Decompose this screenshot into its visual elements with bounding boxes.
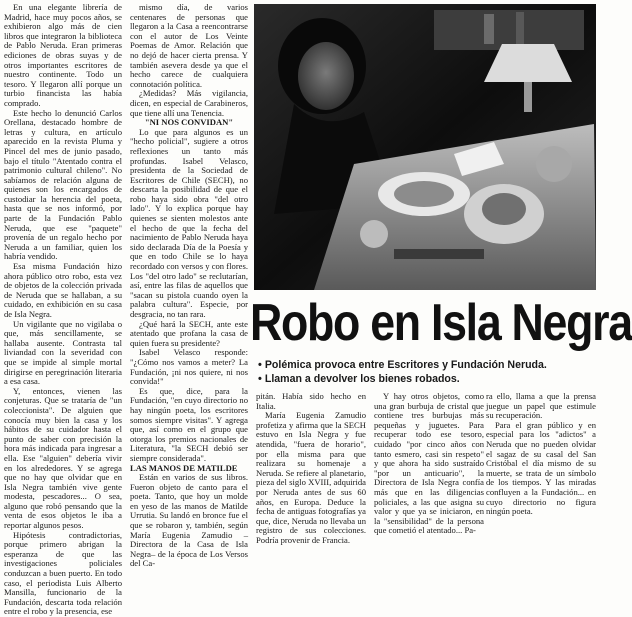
paragraph: Están en varios de sus libros. Fueron objeto de canto para el poeta. Tanto, que hoy un molde en yeso de las manos de Matilde Urrutia. Su landó en bronce fue el que se robaron y, también, según María Eugenia Zamudio –Directora de la Casa de Isla Negra– de la época de Los Versos del Ca- — [130, 472, 248, 569]
article-headline: Robo en Isla Negra — [250, 294, 632, 352]
paragraph: Hipótesis contradictorias, porque primero abrigan la esperanza de que las investigaciones policiales conduzcan a buen puerto. En todo caso, el periodista Luis Alberto Mansilla, funcionario de la Fundación, descarta toda relación entre el robo y la presencia, ese — [4, 529, 122, 617]
article-column-1 — [4, 2, 122, 617]
paragraph: Este hecho lo denunció Carlos Orellana, destacado hombre de letras y cultura, en artículo aparecido en la revista Pluma y Pincel del mes de junio pasado, bajo el título "Atentado contra el patrimonio cultural chileno". No sabíamos de relación alguna de quienes son los encargados de custodiar la herencia del poeta, hasta que se nos informó, por parte de la Fundación Pablo Neruda, que ese "paquete" provenía de un regalo hecho por Neruda a un familiar, quien los habría vendido. — [4, 107, 122, 262]
bullet-icon: • — [258, 359, 262, 371]
paragraph: Para el gran público y en especial para los "adictos" a Neruda que no pueden olvidar el sagaz de su casal del San Cristóbal el día mismo de su muerte, se trata de un símbolo de los tiempos. Y las miradas confluyen a la Fundación... en cuyo directorio no figura ningún poeta. — [486, 419, 596, 517]
article-column-3 — [256, 391, 366, 545]
paragraph: ¿Medidas? Más vigilancia, dicen, en especial de Carabineros, que tiene allí una Tenencia. — [130, 88, 248, 118]
paragraph: ra ello, llama a que la prensa juegue un papel que estimule su recuperación. — [486, 391, 596, 421]
paragraph: Lo que para algunos es un "hecho policial", sugiere a otros reflexiones un tanto más profundas. Isabel Velasco, presidenta de la Sociedad de Escritores de Chile (SECH), no descarta la posibilidad de que el robo haya sido obra "del otro lado". Y lo explica porque hay quienes se sienten molestos ante el hecho de que la fecha del nacimiento de Pablo Neruda haya sido declarada Día de la Poesía y que en todo Chile se lo haya recordado con versos y con flores. Los "del otro lado" se reclutarían, así, entre las filas de aquellos que "sacan su pistola cuando oyen la palabra cultura". Especie, por desgracia, no tan rara. — [130, 126, 248, 319]
paragraph: Esa misma Fundación hizo ahora público otro robo, esta vez de objetos de la colección privada de Neruda que se hallaban, a su cuidado, en exhibición en su casa de Isla Negra. — [4, 261, 122, 319]
paragraph: Es que, dice, para la Fundación, "en cuyo directorio no hay ningún poeta, los escritores somos siempre visitas". Y agrega que, así como en el grupo que otorga los premios nacionales de Literatura, "la SECH debió ser siempre considerada". — [130, 385, 248, 463]
section-subhead: "NI NOS CONVIDAN" — [144, 117, 234, 128]
deck-line: • Polémica provoca entre Escritores y Fundación Neruda. — [258, 359, 547, 371]
paragraph: Y, entonces, vienen las conjeturas. Que se trataría de "un coleccionista". De alguien que conocía muy bien la casa y los hábitos de su cuidador hasta el punto de saber con precisión la hora más indicada para ingresar a ella. Ese "alguien" debería vivir en los alrededores. Y se agrega que no hay que olvidar que en Isla Negra también vive gente modesta, pescadores... O sea, alguno que robó pensando que la venta de esos objetos le iba a reportar algunos pesos. — [4, 385, 122, 531]
article-column-4 — [374, 391, 484, 536]
photo-illustration — [254, 4, 596, 290]
paragraph: pitán. Había sido hecho en Italia. — [256, 391, 366, 411]
paragraph: En una elegante librería de Madrid, hace muy pocos años, se exhibieron algo más de cien libros que integraron la biblioteca de Pablo Neruda. Eran primeras ediciones de obras suyas y de otros importantes escritores de nuestro continente. Todo un tesoro. Y llegaron allí porque un turbio financista las había comprado. — [4, 2, 122, 108]
paragraph: María Eugenia Zamudio profetiza y afirma que la SECH estuvo en Isla Negra y fue atendida, "fuera de horario", por ella misma para que realizara su homenaje a Neruda. Se refiere al planetario, pieza del siglo XVIII, adquirida por Neruda antes de sus 60 años, en Europa. Deduce la fecha de antiguas fotografías ya que, dice, Neruda no llevaba un registro de sus colecciones. Podría provenir de Francia. — [256, 410, 366, 545]
deck-line: • Llaman a devolver los bienes robados. — [258, 373, 460, 385]
paragraph: Un vigilante que no vigilaba o que, más sencillamente, se hallaba ausente. Contrasta tal liviandad con la severidad con que se impide al simple mortal dirigirse en peregrinación literaria a esa casa. — [4, 318, 122, 387]
paragraph: Isabel Velasco responde: "¿Cómo nos vamos a meter? La Fundación, ¡ni nos quiere, ni nos convida!" — [130, 347, 248, 387]
bullet-icon: • — [258, 373, 262, 385]
paragraph: Y hay otros objetos, como una gran burbuja de cristal que contiene tres burbujas más pequeñas y juguetes. Para recuperar todo ese tesoro, cuidado "por cinco años con tanto esmero, casi sin respeto" y que ahora ha sido sustraído "por un anticuario", la Directora de Isla Negra confía más que en las diligencias policiales, a las que asigna su valor y que ya se iniciaron, en la "sensibilidad" de la persona que cometió el atentado... Pa- — [374, 391, 484, 536]
article-photo — [254, 4, 596, 290]
article-deck — [258, 358, 596, 386]
article-column-5 — [486, 391, 596, 517]
section-subhead: LAS MANOS DE MATILDE — [130, 462, 238, 473]
paragraph: ¿Qué hará la SECH, ante este atentado que profana la casa de quien fuera su presidente? — [130, 318, 248, 348]
article-column-2 — [130, 2, 248, 569]
paragraph: mismo día, de varios centenares de personas que llegaron a la Casa a reencontrarse con el autor de Los Veinte Poemas de Amor. Relación que no dejó de hacer cierta prensa. Y también asevera desde ya que el hecho carece de cualquiera connotación política. — [130, 2, 248, 89]
